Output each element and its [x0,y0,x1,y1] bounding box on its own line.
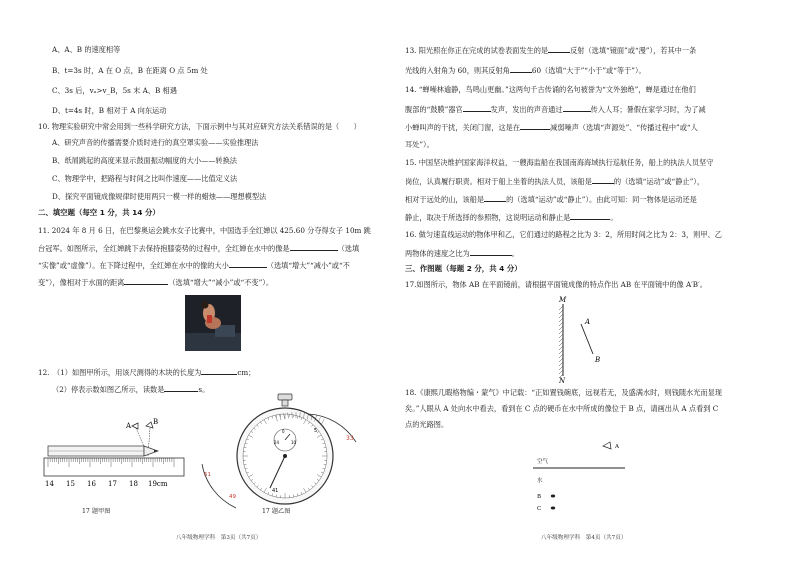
water-label-c: C [537,506,542,512]
hatch-line [559,354,563,358]
q10-option-c: C、物理学中，把路程与时间之比叫作速度——比值定义法 [52,174,238,183]
q12-line1: 12. （1）如图甲所示，用该尺测得的木块的长度为 cm； [38,368,256,377]
eye-icon [603,442,611,449]
hatch-line [559,350,563,354]
big-dial-label-5: 5 [314,428,318,434]
q18-line2: 矣。”人眼从 A 处向水中看去，看到在 C 点的硬币在水中所成的像位于 B 点，请画出从 A 点看到 C [405,404,719,413]
q14-line4: 耳处”）。 [405,140,434,149]
q13-blank-1[interactable] [548,45,570,53]
q9-option-c: C、3s 后，vₐ>v_B，5s 末 A、B 相遇 [52,86,177,95]
mirror-label-b: B [595,356,601,364]
hatch-line [559,306,563,310]
q13-line1: 13. 阳光照在你正在完成的试卷表面发生的是 反射（选填“镜面”或“漫”），若其中一条 [405,46,697,55]
big-dial-label-41: 41 [272,488,279,494]
hatch-line [559,362,563,366]
q11-line4: 变”），像相对于水面的距离 （选填“增大”“减小”或“不变”）。 [38,278,274,287]
q18-line3: 点的光路图。 [405,420,449,429]
q13-blank-2[interactable] [510,65,532,73]
q10-option-d: D、探究平面镜成像规律时使用两只一模一样的蜡烛——理想模型法 [52,192,267,201]
q9-option-d: D、t=4s 时，B 相对于 A 向东运动 [52,106,167,115]
point-b[interactable] [551,495,555,498]
q18-line1: 18.《康熙几暇格物编・蒙气》中记载：“正如置钱碗底，远视若无，及盛满水时，则钱随水光而显现 [405,388,722,397]
q11-line3: “实像”或“虚像”）。在下降过程中，全红婵在水中的像的大小 （选填“增大”“减小”或“不 [38,261,350,270]
ruler-label-16: 16 [87,480,96,488]
q14-line3: 小蝉叫声的干扰，关闭门窗，这是在 减弱噪声（选填“声源处”、“传播过程中”或“人 [405,123,698,132]
q10-stem: 10. 物理实验研究中常会用到一些科学研究方法，下面示例中与其对应研究方法关系错误的是（ ） [38,122,361,131]
q15-line4: 静止，取决于所选择的参照物，这说明运动和静止是 。 [405,213,618,222]
subdial-label-24: 24 [274,440,280,445]
object-ab[interactable] [581,324,593,354]
q11-blank-3[interactable] [124,277,168,285]
stopwatch-figure [196,392,366,512]
right-page [397,0,794,561]
mirror-hatching [559,306,563,378]
q12-blank-2[interactable] [164,384,198,392]
eye-a-icon [132,423,138,429]
q11-line1: 11. 2024 年 8 月 6 日，在巴黎奥运会跳水女子比赛中，中国选手全红婵以 425.60 分夺得女子 10m 跳 [38,226,371,235]
water-figure [527,438,637,518]
q12-blank-1[interactable] [201,367,237,375]
q14-blank-2[interactable] [563,104,591,112]
q15-blank-2[interactable] [484,194,506,202]
big-dial-label-51: 51 [204,472,211,478]
diving-photo [185,295,241,351]
q14-line1: 14. “蝉噪林逾静，鸟鸣山更幽。”这两句千古传诵的名句被誉为“文外独绝”，蝉是通过在他们 [405,85,696,94]
ruler-label-14: 14 [45,480,54,488]
q16-line1: 16. 做匀速直线运动的物体甲和乙，它们通过的路程之比为 3：2，所用时间之比为 2：3，则甲、乙 [405,230,722,239]
scale-tick [321,419,324,424]
q15-blank-3[interactable] [570,212,610,220]
q12-line2: （2）停表示数如图乙所示，读数是 s。 [52,385,210,394]
q11-line2: 台冠军。如图所示，全红婵跳下去保持抱膝姿势的过程中，全红婵在水中的像是 （选填 [38,244,360,253]
caption-fig-a: 17 题甲图 [82,508,111,515]
big-dial-label-49: 49 [229,494,236,500]
mirror-label-n: N [559,377,566,384]
q15-line2: 岗位，认真履行职责。相对于船上坐着的执法人员，该船是 的（选填“运动”或“静止”）， [405,177,705,186]
q10-option-a: A、研究声音的传播需要介质时进行的真空罩实验——实验推理法 [52,138,259,147]
point-c-coin[interactable] [551,507,555,510]
hatch-line [559,310,563,314]
caption-fig-b: 17 题乙图 [262,508,291,515]
hatch-line [559,370,563,374]
hatch-line [559,338,563,342]
q16-blank-1[interactable] [470,248,512,256]
ruler-label-19cm: 19cm [148,480,168,488]
hatch-line [559,358,563,362]
eye-b-label: B [153,418,159,426]
hatch-line [559,346,563,350]
eye-b-icon [146,422,153,428]
section-fill-blank-heading: 二、填空题（每空 1 分，共 14 分） [38,208,160,217]
q9-option-b: B、t=3s 时，A 在 O 点，B 在距离 O 点 5m 处 [52,66,208,75]
big-dial-label-33: 33 [346,435,354,442]
enlarged-scale-bottom [202,464,236,508]
ruler-figure [40,412,190,492]
q11-blank-1[interactable] [290,243,338,251]
hatch-line [559,318,563,322]
hatch-line [559,322,563,326]
mirror-figure [547,292,617,384]
q15-line3: 相对于远处的山，该船是 的（选填“运动”或“静止”）。由此可知：同一物体是运动还是 [405,195,697,204]
q14-line2: 腹部的“鼓膜”器官 发声，发出的声音通过 传入人耳；暑假在家学习时，为了减 [405,105,706,114]
hatch-line [559,342,563,346]
ruler-label-15: 15 [66,480,75,488]
left-page-footer: 八年级物理学科 第3页（共7页） [176,535,262,541]
q17-text: 17.如图所示，物体 AB 在平面镜前，请根据平面镜成像的特点作出 AB 在平面镜中的像 A′B′。 [405,280,707,289]
mirror-label-m: M [559,296,567,304]
ruler-label-17: 17 [108,480,117,488]
hatch-line [559,366,563,370]
water-label-a: A [615,444,619,450]
subdial-label-0: 0 [282,429,285,434]
q15-blank-1[interactable] [592,176,614,184]
q16-line2: 两物体的速度之比为 。 [405,249,519,258]
water-label-b: B [537,494,542,500]
water-label-water: 水 [537,478,543,484]
water-label-air: 空气 [537,459,549,465]
section-drawing-heading: 三、作图题（每题 2 分，共 4 分） [405,264,522,273]
subdial-label-10: 10 [291,440,297,445]
ruler-tick-labels [45,480,168,488]
q9-option-a: A、A、B 的速度相等 [52,45,121,54]
ruler-label-18: 18 [129,480,138,488]
q11-blank-2[interactable] [229,260,267,268]
hatch-line [559,334,563,338]
q10-option-b: B、纸屑跳起的高度来显示鼓面振动幅度的大小——转换法 [52,156,237,165]
hatch-line [559,330,563,334]
q15-line1: 15. 中国坚决维护国家海洋权益，一艘海监船在我国南海海域执行巡航任务，船上的执法人员坚守 [405,158,714,167]
q13-line2: 光线的入射角为 60，则其反射角 60（选填“大于”“小于”或“等于”）。 [405,66,646,75]
q14-blank-1[interactable] [463,104,491,112]
mirror-label-a: A [585,318,591,326]
right-page-footer: 八年级物理学科 第4页（共7页） [541,535,627,541]
q14-blank-3[interactable] [520,122,550,130]
ruler [44,458,184,476]
hatch-line [559,314,563,318]
eye-a-label: A [126,422,132,430]
hatch-line [559,326,563,330]
